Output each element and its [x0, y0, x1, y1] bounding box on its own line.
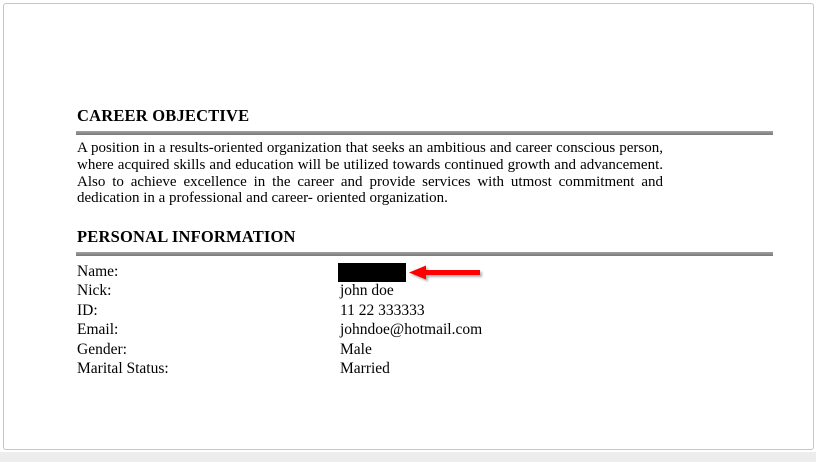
- personal-information-heading: PERSONAL INFORMATION: [77, 227, 296, 246]
- email-label: Email:: [77, 321, 119, 339]
- field-row-marital-status: [77, 359, 787, 378]
- name-label: Name:: [77, 263, 119, 280]
- marital-status-label: Marital Status:: [77, 360, 169, 378]
- marital-status-value: Married: [340, 360, 390, 378]
- career-objective-paragraph: A position in a results-oriented organization that seeks an ambitious and career conscious person, where acquired skills and education will be utilized towards continued growth and advancement. Also to achieve excellence in the career and provide services with utmost commitment and dedication in a professional and career- oriented organization.: [77, 140, 663, 207]
- id-label: ID:: [77, 301, 98, 319]
- page-bottom-background: [0, 452, 816, 462]
- nick-value: john doe: [340, 282, 394, 300]
- red-arrow-icon: [409, 265, 481, 280]
- redacted-name-value: [338, 263, 406, 282]
- nick-label: Nick:: [77, 282, 112, 300]
- section-divider-rule: [76, 252, 773, 256]
- career-objective-heading: CAREER OBJECTIVE: [77, 106, 250, 125]
- personal-information-fields: [77, 262, 787, 379]
- field-row-name: [77, 262, 787, 281]
- gender-label: Gender:: [77, 340, 127, 358]
- email-value: johndoe@hotmail.com: [340, 321, 483, 339]
- id-value: 11 22 333333: [340, 301, 425, 319]
- field-row-email: [77, 320, 787, 339]
- field-row-id: [77, 301, 787, 320]
- field-row-nick: [77, 281, 787, 300]
- field-row-gender: [77, 340, 787, 359]
- gender-value: Male: [340, 340, 372, 358]
- section-divider-rule: [76, 131, 773, 135]
